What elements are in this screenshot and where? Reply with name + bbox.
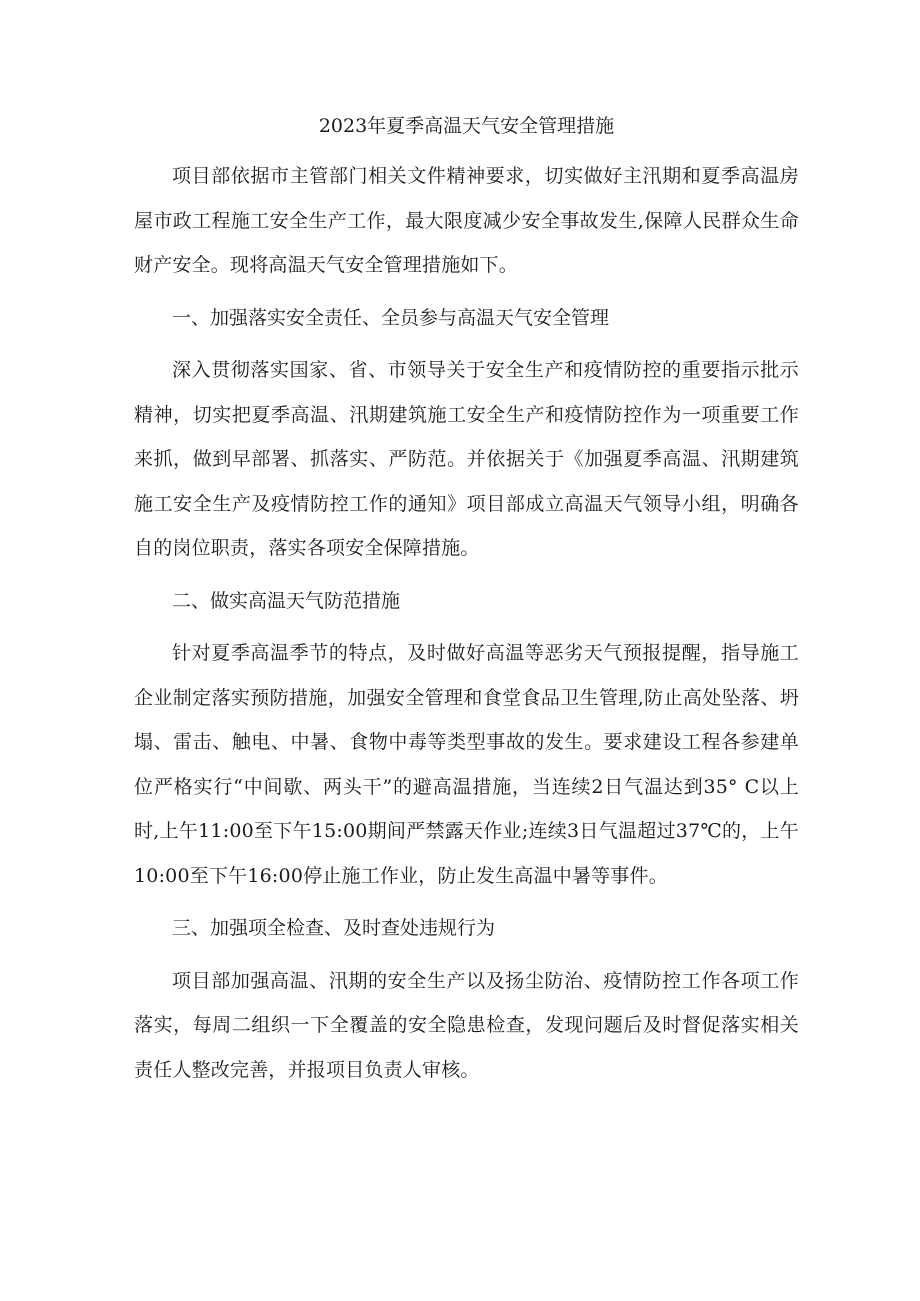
section-1-body: 深入贯彻落实国家、省、市领导关于安全生产和疫情防控的重要指示批示精神，切实把夏季高温、汛期建筑施工安全生产和疫情防控作为一项重要工作来抓，做到早部署、抓落实、严防范。并依据关于《加强夏季高温、汛期建筑施工安全生产及疫情防控工作的通知》项目部成立高温天气领导小组，明确各自的岗位职责，落实各项安全保障措施。 [134,359,799,559]
section-3-body: 项目部加强高温、汛期的安全生产以及扬尘防治、疫情防控工作各项工作落实，每周二组织一下全覆盖的安全隐患检查，发现问题后及时督促落实相关责任人整改完善，并报项目负责人审核。 [134,969,799,1081]
section-3-heading: 三、加强项全检查、及时查处违规行为 [172,917,496,939]
section-2-body: 针对夏季高温季节的特点，及时做好高温等恶劣天气预报提醒，指导施工企业制定落实预防措施，加强安全管理和食堂食品卫生管理,防止高处坠落、坍塌、雷击、触电、中暑、食物中毒等类型事故的发生。要求建设工程各参建单位严格实行“中间歇、两头干”的避高温措施，当连续2日气温达到35° C以上时,上午11:00至下午15:00期间严禁露天作业;连续3日气温超过37℃的，上午10:00至下午16:00停止施工作业，防止发生高温中暑等事件。 [134,642,799,887]
section-2-heading: 二、做实高温天气防范措施 [172,589,401,612]
intro-paragraph: 项目部依据市主管部门相关文件精神要求，切实做好主汛期和夏季高温房屋市政工程施工安全生产工作，最大限度减少安全事故发生,保障人民群众生命财产安全。现将高温天气安全管理措施如下。 [134,165,799,276]
section-1-heading: 一、加强落实安全责任、全员参与高温天气安全管理 [172,306,610,329]
document-page [134,112,799,1092]
document-title: 2023年夏季高温天气安全管理措施 [318,115,615,137]
